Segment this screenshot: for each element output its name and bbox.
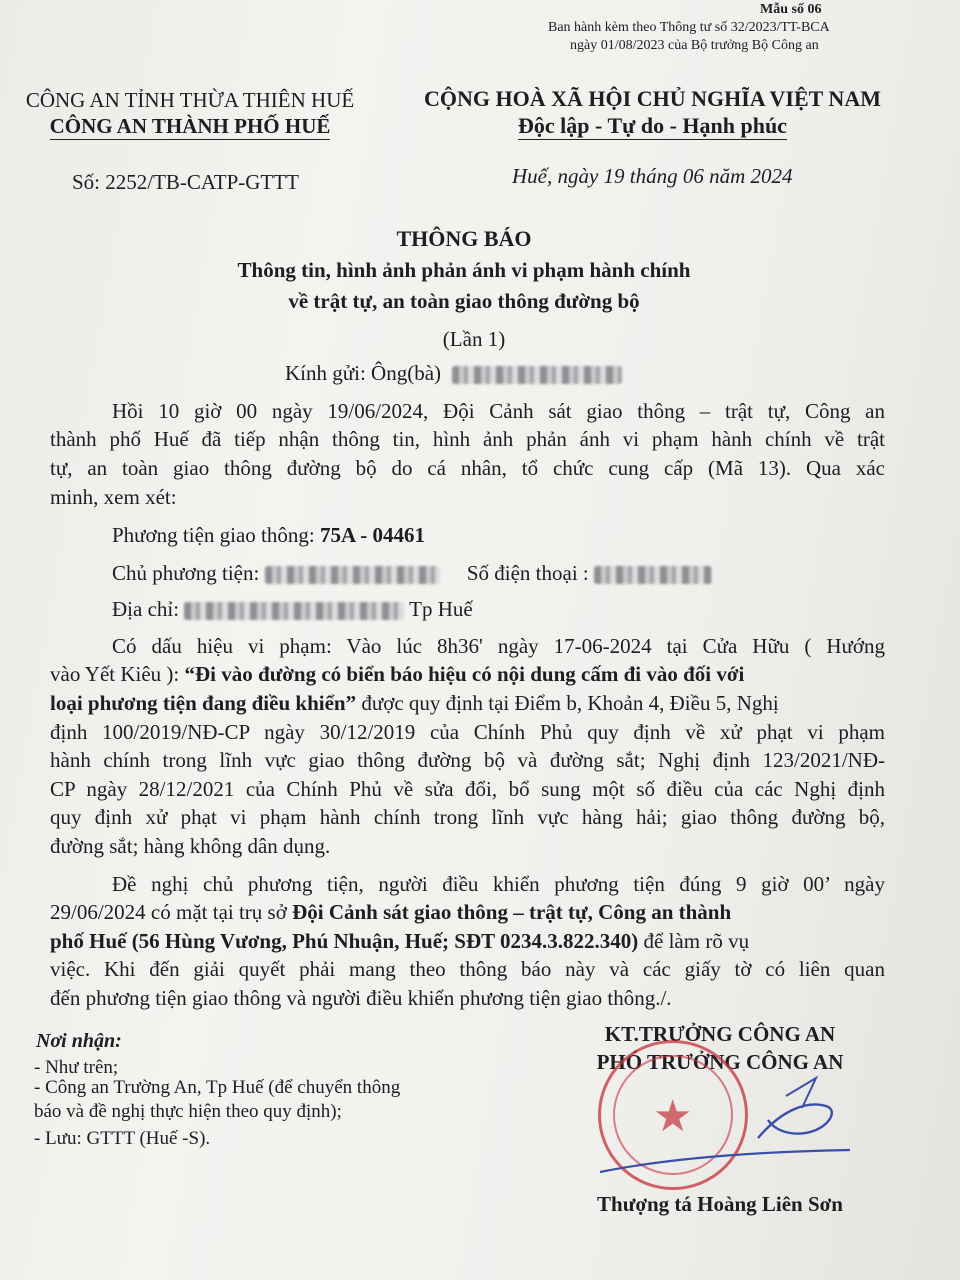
request-line-4: việc. Khi đến giải quyết phải mang theo thông báo này và các giấy tờ có liên quan (50, 957, 885, 981)
para1-line-1: Hồi 10 giờ 00 ngày 19/06/2024, Đội Cảnh sát giao thông – trật tự, Công an (112, 399, 885, 423)
para1-line-3: tự, an toàn giao thông đường bộ do cá nhân, tổ chức cung cấp (Mã 13). Qua xác (50, 456, 885, 480)
request-office-2: phố Huế (56 Hùng Vương, Phú Nhuận, Huế; SĐT 0234.3.822.340) (50, 929, 639, 953)
vehicle-row (112, 523, 425, 548)
owner-label: Chủ phương tiện: (112, 561, 265, 585)
violation-line-3 (50, 691, 885, 716)
request-line-2 (50, 900, 885, 925)
agency-name (5, 114, 375, 139)
redacted-owner (265, 566, 440, 584)
address-row (112, 597, 473, 622)
violation-line-5: hành chính trong lĩnh vực giao thông đường bộ và đường sắt; Nghị định 123/2021/NĐ- (50, 748, 885, 772)
notice-subtitle-2: về trật tự, an toàn giao thông đường bộ (288, 289, 640, 313)
notice-round: (Lần 1) (442, 327, 506, 351)
para1-line-4: minh, xem xét: (50, 485, 177, 509)
violation-line-7: quy định xử phạt vi phạm hành chính trong lĩnh vực hàng hải; giao thông đường bộ, (50, 805, 885, 829)
addressee (285, 361, 622, 386)
violation-line-6: CP ngày 28/12/2021 của Chính Phủ về sửa đổi, bổ sung một số điều của các Nghị định (50, 777, 885, 801)
motto-text: Độc lập - Tự do - Hạnh phúc (518, 113, 787, 138)
violation-line-4: định 100/2019/NĐ-CP ngày 30/12/2019 của Chính Phủ quy định về xử phạt vi phạm (50, 720, 885, 744)
issued-with-line-2: ngày 01/08/2023 của Bộ trưởng Bộ Công an (570, 38, 819, 53)
agency-name-text: CÔNG AN THÀNH PHỐ HUẾ (49, 114, 331, 138)
redacted-name (452, 366, 622, 384)
recipient-item-1: - Như trên; (34, 1057, 119, 1078)
nation-name: CỘNG HOÀ XÃ HỘI CHỦ NGHĨA VIỆT NAM (424, 86, 881, 111)
owner-row (112, 561, 712, 586)
notice-title: THÔNG BÁO (396, 226, 532, 251)
recipients-title: Nơi nhận: (36, 1030, 122, 1052)
violation-legal-ref: được quy định tại Điểm b, Khoản 4, Điều 5, Nghị (356, 691, 779, 715)
violation-offense-1: “Đi vào đường có biển báo hiệu có nội dung cấm đi vào đối với (184, 662, 745, 686)
recipient-item-3: báo và đề nghị thực hiện theo quy định); (34, 1101, 342, 1122)
date-place: Huế, ngày 19 tháng 06 năm 2024 (512, 164, 793, 188)
redacted-phone (594, 566, 712, 584)
signer-role-2: PHÓ TRƯỞNG CÔNG AN (596, 1050, 844, 1074)
recipient-item-4: - Lưu: GTTT (Huế -S). (34, 1128, 211, 1149)
violation-location-end: vào Yết Kiêu ): (50, 662, 185, 686)
motto (400, 113, 905, 139)
seal-star-icon: ★ (653, 1091, 693, 1142)
request-line-1: Đề nghị chủ phương tiện, người điều khiển phương tiện đúng 9 giờ 00’ ngày (112, 872, 885, 896)
vehicle-plate: 75A - 04461 (319, 523, 425, 547)
handwritten-signature (590, 1060, 860, 1180)
phone-label: Số điện thoại : (466, 561, 594, 585)
document-number: Số: 2252/TB-CATP-GTTT (72, 170, 299, 194)
violation-offense-2: loại phương tiện đang điều khiển” (50, 691, 357, 715)
notice-subtitle-1: Thông tin, hình ảnh phản ánh vi phạm hành chính (237, 258, 691, 282)
violation-line-8: đường sắt; hàng không dân dụng. (50, 834, 331, 858)
issued-with-line-1: Ban hành kèm theo Thông tư số 32/2023/TT-BCA (548, 20, 830, 35)
request-line-5: đến phương tiện giao thông và người điều khiển phương tiện giao thông./. (50, 986, 672, 1010)
request-office-1: Đội Cảnh sát giao thông – trật tự, Công an thành (292, 900, 732, 924)
violation-line-1: Có dấu hiệu vi phạm: Vào lúc 8h36' ngày 17-06-2024 tại Cửa Hữu ( Hướng (112, 634, 885, 658)
address-label: Địa chỉ: (112, 597, 185, 621)
signer-role-1: KT.TRƯỞNG CÔNG AN (604, 1022, 836, 1046)
form-number: Mẫu số 06 (760, 2, 822, 17)
vehicle-label: Phương tiện giao thông: (112, 523, 320, 547)
request-purpose: để làm rõ vụ (638, 929, 750, 953)
para1-line-2: thành phố Huế đã tiếp nhận thông tin, hình ảnh phản ánh vi phạm hành chính về trật (50, 427, 885, 451)
violation-line-2 (50, 662, 885, 687)
addressee-label: Kính gửi: Ông(bà) (285, 361, 442, 385)
redacted-address (184, 602, 404, 620)
address-city: Tp Huế (404, 597, 473, 621)
signer-name: Thượng tá Hoàng Liên Sơn (597, 1192, 843, 1216)
agency-parent: CÔNG AN TỈNH THỪA THIÊN HUẾ (25, 88, 355, 112)
request-place-lead: 29/06/2024 có mặt tại trụ sở (50, 900, 293, 924)
request-line-3 (50, 929, 885, 954)
recipient-item-2: - Công an Trường An, Tp Huế (để chuyển thông (34, 1077, 401, 1098)
